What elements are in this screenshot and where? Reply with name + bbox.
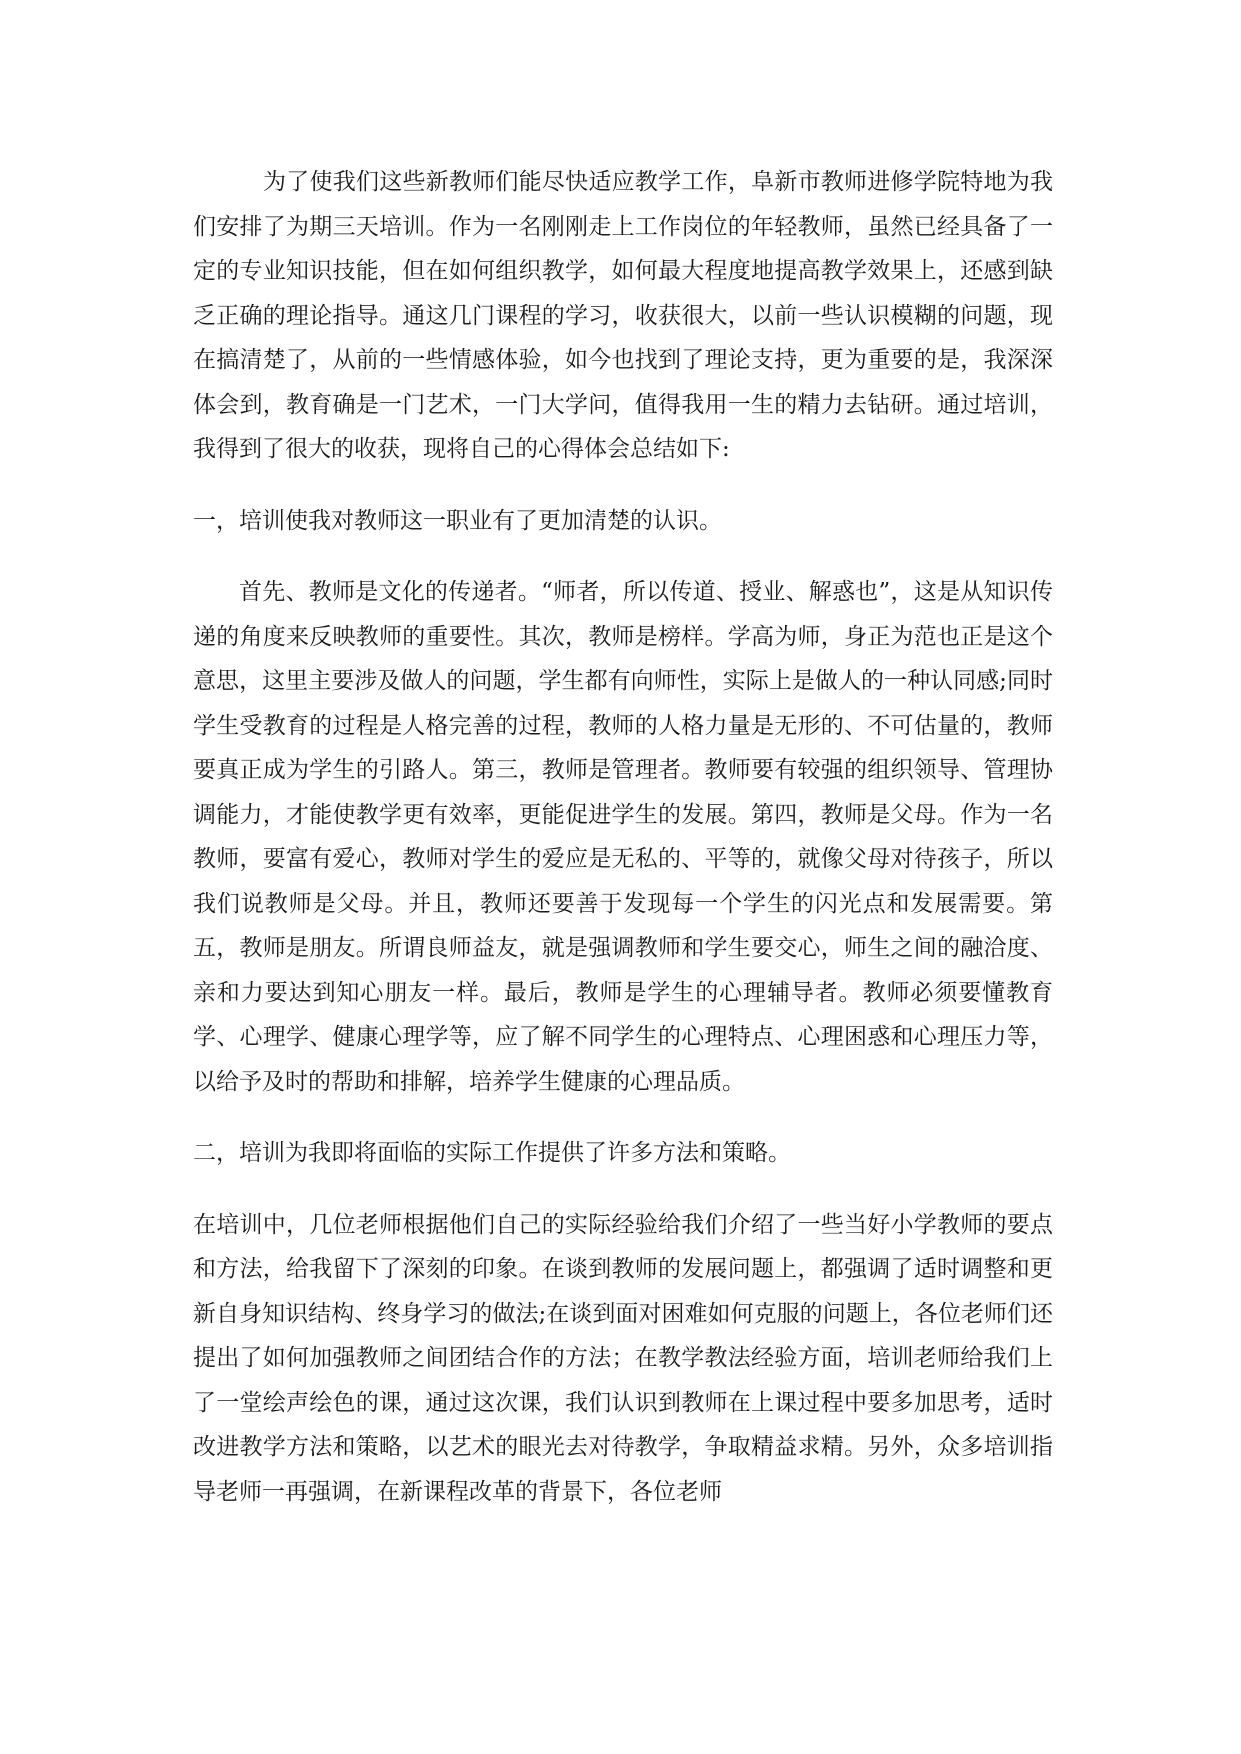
section-1-heading: 一，培训使我对教师这一职业有了更加清楚的认识。: [193, 507, 722, 534]
section-2-heading: 二，培训为我即将面临的实际工作提供了许多方法和策略。: [193, 1140, 791, 1166]
section-1-paragraph: 首先、教师是文化的传递者。“师者，所以传道、授业、解惑也”，这是从知识传递的角度来反映教师的重要性。其次，教师是榜样。学高为师，身正为范也正是这个意思，这里主要涉及做人的问题，学生都有向师性，实际上是做人的一种认同感;同时学生受教育的过程是人格完善的过程，教师的人格力量是无形的、不可估量的，教师要真正成为学生的引路人。第三，教师是管理者。教师要有较强的组织领导、管理协调能力，才能使教学更有效率，更能促进学生的发展。第四，教师是父母。作为一名教师，要富有爱心，教师对学生的爱应是无私的、平等的，就像父母对待孩子，所以我们说教师是父母。并且，教师还要善于发现每一个学生的闪光点和发展需要。第五，教师是朋友。所谓良师益友，就是强调教师和学生要交心，师生之间的融洽度、亲和力要达到知心朋友一样。最后，教师是学生的心理辅导者。教师必须要懂教育学、心理学、健康心理学等，应了解不同学生的心理特点、心理困惑和心理压力等，以给予及时的帮助和排解，培养学生健康的心理品质。: [193, 579, 1053, 1095]
intro-paragraph: 为了使我们这些新教师们能尽快适应教学工作，阜新市教师进修学院特地为我们安排了为期三天培训。作为一名刚刚走上工作岗位的年轻教师，虽然已经具备了一定的专业知识技能，但在如何组织教学，如何最大程度地提高教学效果上，还感到缺乏正确的理论指导。通这几门课程的学习，收获很大，以前一些认识模糊的问题，现在搞清楚了，从前的一些情感体验，如今也找到了理论支持，更为重要的是，我深深体会到，教育确是一门艺术，一门大学问，值得我用一生的精力去钻研。通过培训，我得到了很大的收获，现将自己的心得体会总结如下:: [193, 169, 1053, 462]
document-page: [193, 160, 1053, 1514]
section-2-paragraph: 在培训中，几位老师根据他们自己的实际经验给我们介绍了一些当好小学教师的要点和方法，给我留下了深刻的印象。在谈到教师的发展问题上，都强调了适时调整和更新自身知识结构、终身学习的做法;在谈到面对困难如何克服的问题上，各位老师们还提出了如何加强教师之间团结合作的方法；在教学教法经验方面，培训老师给我们上了一堂绘声绘色的课，通过这次课，我们认识到教师在上课过程中要多加思考，适时改进教学方法和策略，以艺术的眼光去对待教学，争取精益求精。另外，众多培训指导老师一再强调，在新课程改革的背景下，各位老师: [193, 1211, 1053, 1505]
